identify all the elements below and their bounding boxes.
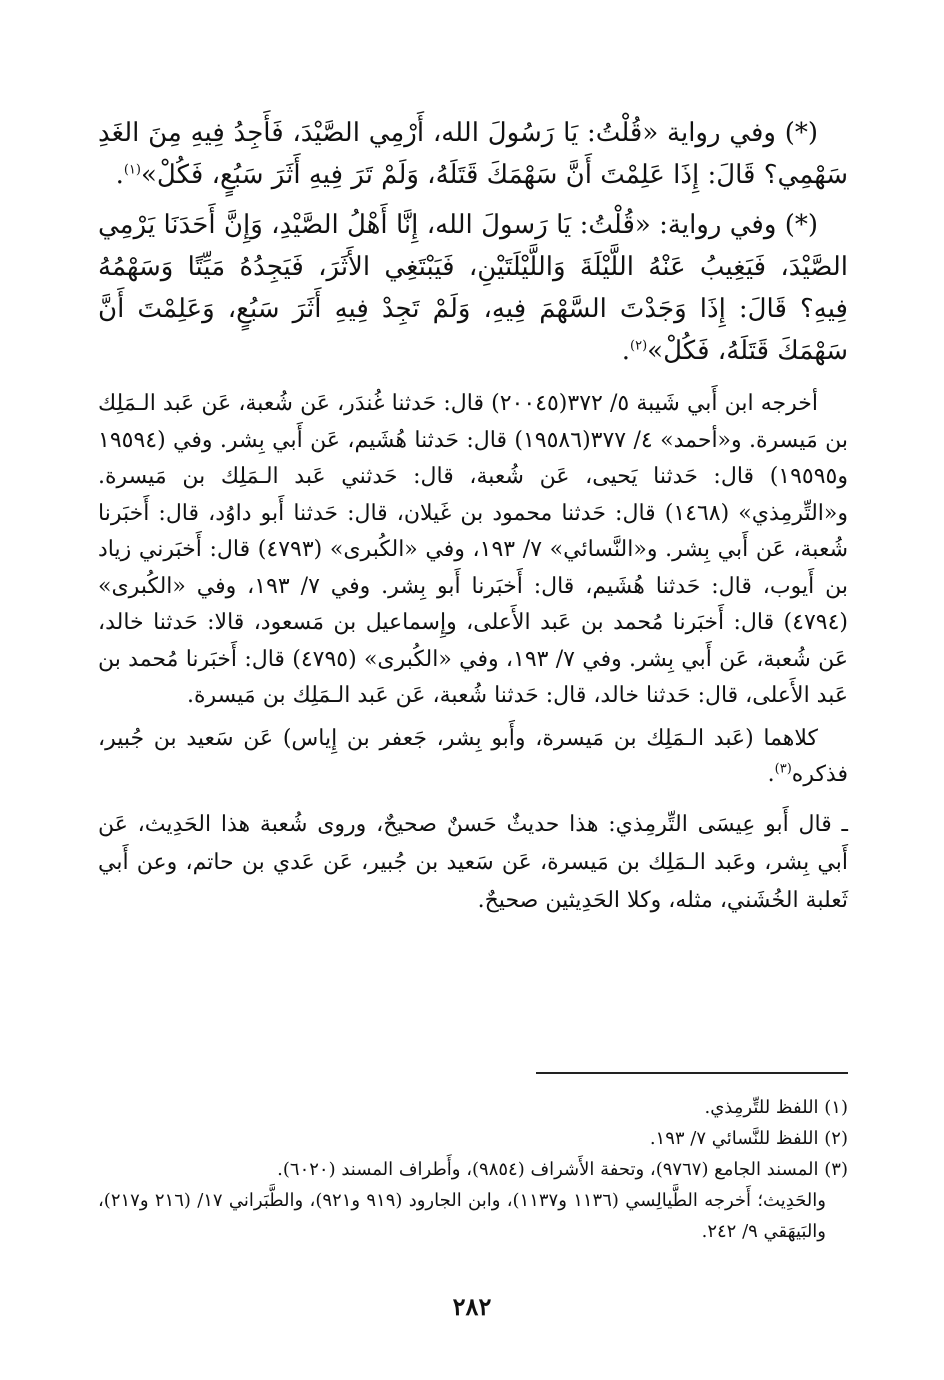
hadith-variant-1-text: (*) وفي رواية «قُلْتُ: يَا رَسُولَ الله، أَرْمِي الصَّيْدَ، فَأَجِدُ فِيهِ مِنَ الغَدِ سَهْمِي؟ قَالَ: إِذَا عَلِمْتَ أَنَّ سَهْمَكَ قَتَلَهُ، وَلَمْ تَرَ فِيهِ أَثَرَ سَبُعٍ، فَكُلْ» [98, 118, 848, 190]
footnote-ref-1: (١) [123, 162, 141, 178]
footnotes-section [98, 1092, 848, 1247]
page-number: ٢٨٢ [452, 1292, 492, 1321]
tirmidhi-quote: ـ قال أَبو عِيسَى التِّرمِذي: هذا حديثٌ حَسنٌ صحيحٌ، وروى شُعبة هذا الحَدِيث، عَن أَبي بِشر، وعَبد الـمَلِك بن مَيسرة، عَن سَعيد بن جُبير، عَن عَدي بن حاتم، وعن أَبي ثَعلبة الخُشَني، مثله، وكلا الحَدِيثين صحيحٌ. [98, 811, 848, 913]
hadith-variant-2: (*) وفي رواية: «قُلْتُ: يَا رَسولَ الله، إِنَّا أَهْلُ الصَّيْدِ، وَإِنَّ أَحَدَنَا يَرْمِي الصَّيْدَ، فَيَغِيبُ عَنْهُ اللَّيْلَةَ وَاللَّيْلَتَيْنِ، فَيَبْتَغِي الأَثَرَ، فَيَجِدُهُ مَيِّتًا وَسَهْمُهُ فِيهِ؟ قَالَ: إِذَا وَجَدْتَ السَّهْمَ فِيهِ، وَلَمْ تَجِدْ فِيهِ أَثَرَ سَبُعٍ، وَعَلِمْتَ أَنَّ سَهْمَكَ قَتَلَهُ، فَكُلْ»$^{(٢)}$. [98, 210, 848, 366]
footnote-3-continuation: والحَدِيث؛ أَخرجه الطَّيالِسي (١١٣٦ و١١٣٧)، وابن الجارود (٩١٩ و٩٢١)، والطَّبَراني ١٧/ (٢١٦ و٢١٧)، والبَيهَقي ٩/ ٢٤٢. [98, 1190, 826, 1242]
footnote-separator [536, 1072, 848, 1074]
hadith-variant-1: (*) وفي رواية «قُلْتُ: يَا رَسُولَ الله، أَرْمِي الصَّيْدَ، فَأَجِدُ فِيهِ مِنَ الغَدِ سَهْمِي؟ قَالَ: إِذَا عَلِمْتَ أَنَّ سَهْمَكَ قَتَلَهُ، وَلَمْ تَرَ فِيهِ أَثَرَ سَبُعٍ، فَكُلْ»$^{(١)}$. [98, 118, 848, 190]
page-body [98, 112, 848, 920]
takhrij-paragraph: أخرجه ابن أَبي شَيبة ٥/ ٣٧٢(٢٠٠٤٥) قال: حَدثنا غُندَر، عَن شُعبة، عَن عَبد الـمَلِك بن مَيسرة. و«أحمد» ٤/ ٣٧٧(١٩٥٨٦) قال: حَدثنا هُشَيم، عَن أَبي بِشر. وفي (١٩٥٩٤ و١٩٥٩٥) قال: حَدثنا يَحيى، عَن شُعبة، قال: حَدثني عَبد الـمَلِك بن مَيسرة. و«التِّرمِذي» (١٤٦٨) قال: حَدثنا محمود بن غَيلان، قال: حَدثنا أَبو داوُد، قال: أَخبَرنا شُعبة، عَن أَبي بِشر. و«النَّسائي» ٧/ ١٩٣، وفي «الكُبرى» (٤٧٩٣) قال: أَخبَرني زياد بن أَيوب، قال: حَدثنا هُشَيم، قال: أَخبَرنا أَبو بِشر. وفي ٧/ ١٩٣، وفي «الكُبرى» (٤٧٩٤) قال: أَخبَرنا مُحمد بن عَبد الأَعلى، وإِسماعيل بن مَسعود، قالا: حَدثنا خالد، عَن شُعبة، عَن أَبي بِشر. وفي ٧/ ١٩٣، وفي «الكُبرى» (٤٧٩٥) قال: أَخبَرنا مُحمد بن عَبد الأَعلى، قال: حَدثنا خالد، قال: حَدثنا شُعبة، عَن عَبد الـمَلِك بن مَيسرة. [98, 391, 849, 708]
summary-text: كلاهما (عَبد الـمَلِك بن مَيسرة، وأَبو بِشر، جَعفر بن إِياس) عَن سَعيد بن جُبير، فذكره [98, 725, 848, 787]
footnote-3: (٣) المسند الجامع (٩٧٦٧)، وتحفة الأَشراف (٩٨٥٤)، وأَطراف المسند (٦٠٢٠). [277, 1159, 848, 1180]
footnote-1: (١) اللفظ للتِّرمِذي. [704, 1097, 848, 1118]
summary-paragraph: كلاهما (عَبد الـمَلِك بن مَيسرة، وأَبو بِشر، جَعفر بن إِياس) عَن سَعيد بن جُبير، فذكره$^{(٣)}$. [98, 725, 848, 787]
footnote-ref-2: (٢) [630, 338, 648, 354]
footnote-ref-3: (٣) [774, 761, 792, 777]
hadith-variant-2-text: (*) وفي رواية: «قُلْتُ: يَا رَسولَ الله، إِنَّا أَهْلُ الصَّيْدِ، وَإِنَّ أَحَدَنَا يَرْمِي الصَّيْدَ، فَيَغِيبُ عَنْهُ اللَّيْلَةَ وَاللَّيْلَتَيْنِ، فَيَبْتَغِي الأَثَرَ، فَيَجِدُهُ مَيِّتًا وَسَهْمُهُ فِيهِ؟ قَالَ: إِذَا وَجَدْتَ السَّهْمَ فِيهِ، وَلَمْ تَجِدْ فِيهِ أَثَرَ سَبُعٍ، وَعَلِمْتَ أَنَّ سَهْمَكَ قَتَلَهُ، فَكُلْ» [98, 210, 848, 366]
footnote-2: (٢) اللفظ للنَّسائي ٧/ ١٩٣. [649, 1128, 848, 1149]
